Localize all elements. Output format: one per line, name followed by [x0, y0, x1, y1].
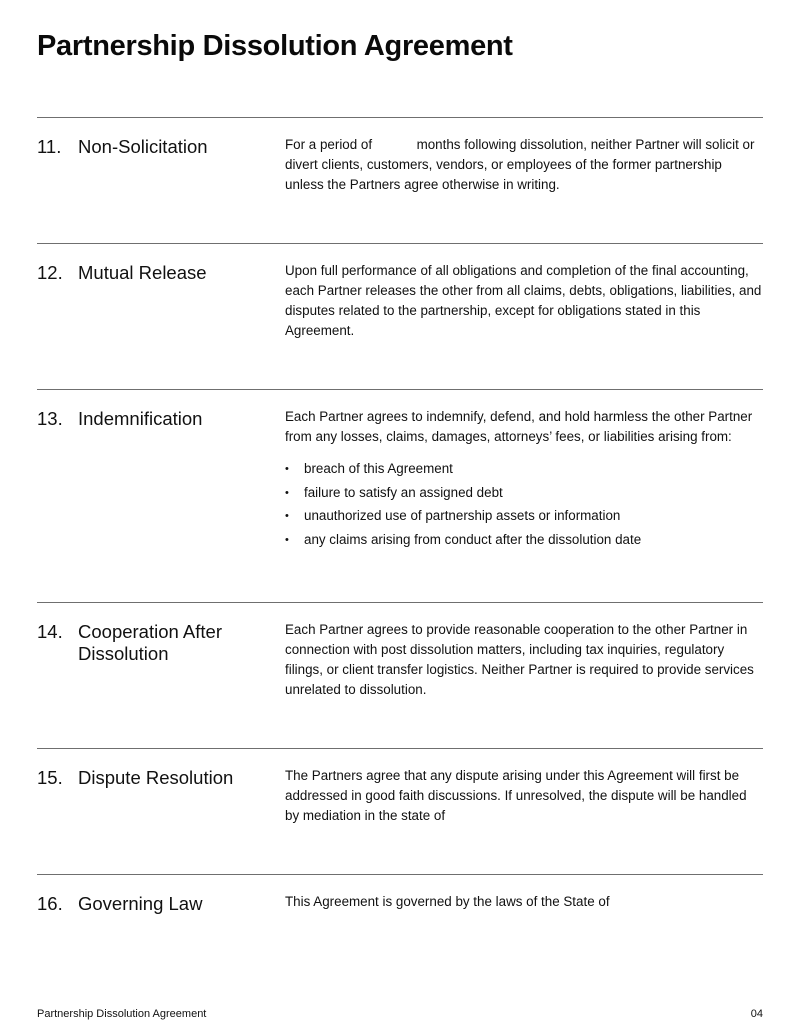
- list-item: • unauthorized use of partnership assets or information: [285, 506, 763, 526]
- section-non-solicitation: [37, 117, 763, 243]
- section-body-text: For a period of: [285, 137, 373, 152]
- section-cooperation: [37, 602, 763, 748]
- section-number: 15.: [37, 767, 63, 788]
- document-title: Partnership Dissolution Agreement: [37, 30, 513, 62]
- section-number: 11.: [37, 136, 62, 157]
- list-item: • failure to satisfy an assigned debt: [285, 483, 763, 503]
- bullet-icon: •: [285, 533, 289, 546]
- section-number: 16.: [37, 893, 63, 914]
- section-heading: Dispute Resolution: [78, 767, 234, 788]
- bullet-icon: •: [285, 486, 289, 499]
- section-heading: Non-Solicitation: [78, 136, 208, 157]
- footer-document-title: Partnership Dissolution Agreement: [37, 1008, 207, 1020]
- section-body-text: Each Partner agrees to indemnify, defend, and hold harmless the other Partner from any losses, claims, damages, attorneys’ fees, or liabilities arising from:: [285, 409, 753, 444]
- section-body-text: months following dissolution, neither Partner will solicit or divert clients, customers, vendors, or employees of the former partnership unless the Partners agree otherwise in writing.: [285, 137, 755, 192]
- list-item: • breach of this Agreement: [285, 459, 763, 479]
- section-heading: Governing Law: [78, 893, 203, 914]
- section-body: [285, 135, 763, 195]
- bullet-list: [285, 459, 763, 550]
- section-body: This Agreement is governed by the laws of the State of: [285, 894, 610, 909]
- section-body: Each Partner agrees to provide reasonable cooperation to the other Partner in connection with post dissolution matters, including tax inquiries, regulatory filings, or client transfer logistics. Neither Partner is required to provide services unrelated to dissolution.: [285, 622, 754, 697]
- section-mutual-release: [37, 243, 763, 389]
- section-governing-law: [37, 874, 763, 974]
- bullet-icon: •: [285, 510, 289, 522]
- bullet-icon: •: [285, 463, 289, 475]
- section-heading: Mutual Release: [78, 262, 207, 283]
- section-body: The Partners agree that any dispute arising under this Agreement will first be addressed in good faith discussions. If unresolved, the dispute will be handled by mediation in the state of: [285, 768, 747, 823]
- section-number: 12.: [37, 262, 63, 283]
- section-body: Upon full performance of all obligations and completion of the final accounting, each Partner releases the other from all claims, debts, obligations, liabilities, and disputes related to the partnership, except for obligations stated in this Agreement.: [285, 263, 762, 338]
- section-heading: Cooperation After Dissolution: [78, 621, 222, 664]
- section-dispute-resolution: [37, 748, 763, 874]
- section-number: 13.: [37, 408, 63, 429]
- section-body: [285, 407, 763, 553]
- section-heading: Indemnification: [78, 408, 203, 429]
- list-item: • any claims arising from conduct after the dissolution date: [285, 530, 763, 550]
- section-number: 14.: [37, 621, 63, 642]
- section-indemnification: [37, 389, 763, 602]
- footer-page-number: 04: [750, 1008, 763, 1020]
